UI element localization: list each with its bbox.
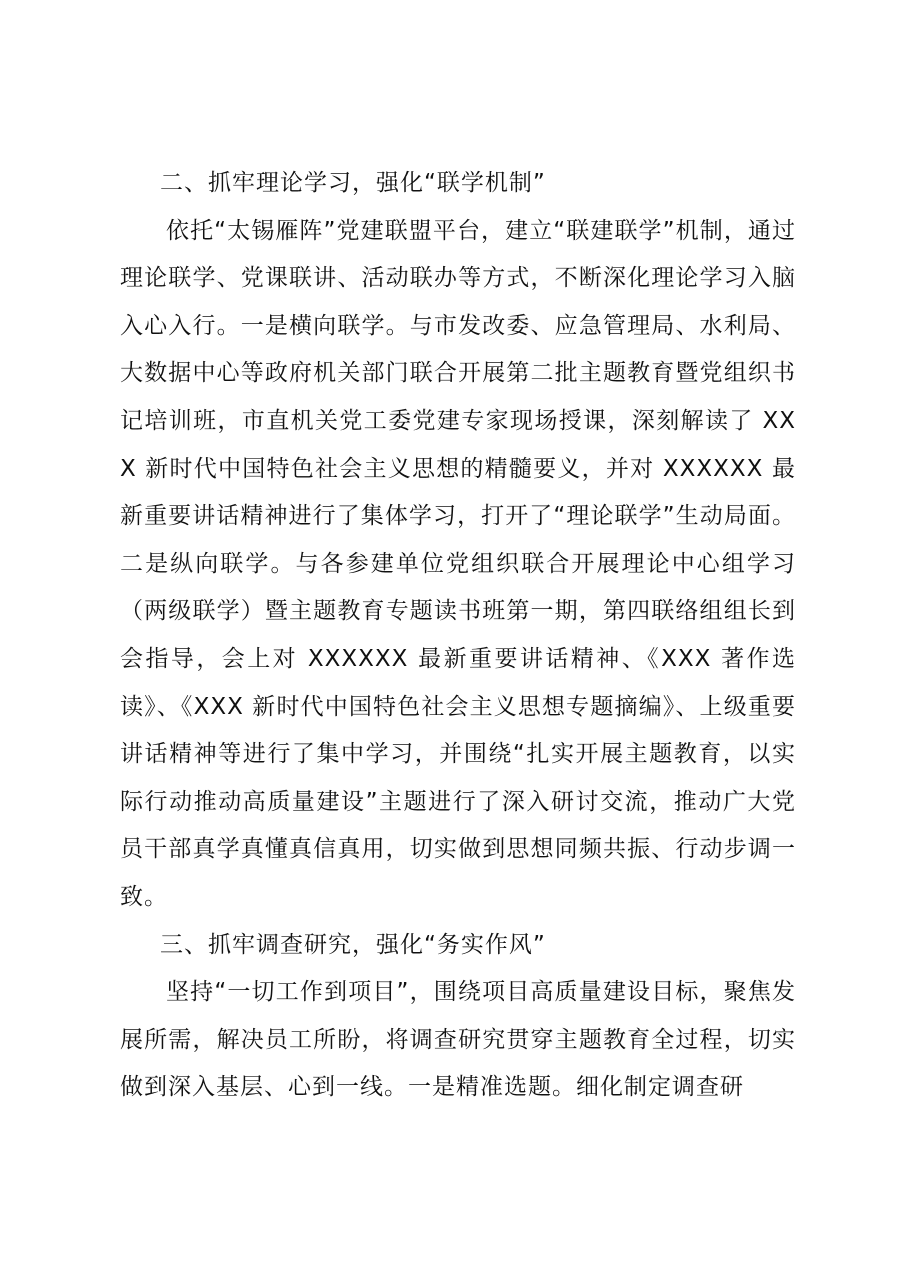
section-2-heading: 二、抓牢理论学习，强化“联学机制” (160, 170, 546, 196)
document-body (120, 160, 796, 1112)
section-2-paragraph: 依托“太锡雁阵”党建联盟平台，建立“联建联学”机制，通过理论联学、党课联讲、活动联办等方式，不断深化理论学习入脑入心入行。一是横向联学。与市发改委、应急管理局、水利局、大数据中心等政府机关部门联合开展第二批主题教育暨党组织书记培训班，市直机关党工委党建专家现场授课，深刻解读了 XXX 新时代中国特色社会主义思想的精髓要义，并对 XXXXXX 最新重要讲话精神进行了集体学习，打开了“理论联学”生动局面。二是纵向联学。与各参建单位党组织联合开展理论中心组学习（两级联学）暨主题教育专题读书班第一期，第四联络组组长到会指导，会上对 XXXXXX 最新重要讲话精神、《XXX 著作选读》、《XXX 新时代中国特色社会主义思想专题摘编》、上级重要讲话精神等进行了集中学习，并围绕“扎实开展主题教育，以实际行动推动高质量建设”主题进行了深入研讨交流，推动广大党员干部真学真懂真信真用，切实做到思想同频共振、行动步调一致。 (120, 217, 796, 910)
section-3-paragraph: 坚持“一切工作到项目”，围绕项目高质量建设目标，聚焦发展所需，解决员工所盼，将调查研究贯穿主题教育全过程，切实做到深入基层、心到一线。一是精准选题。细化制定调查研 (120, 979, 796, 1101)
section-3-heading: 三、抓牢调查研究，强化“务实作风” (160, 931, 546, 958)
